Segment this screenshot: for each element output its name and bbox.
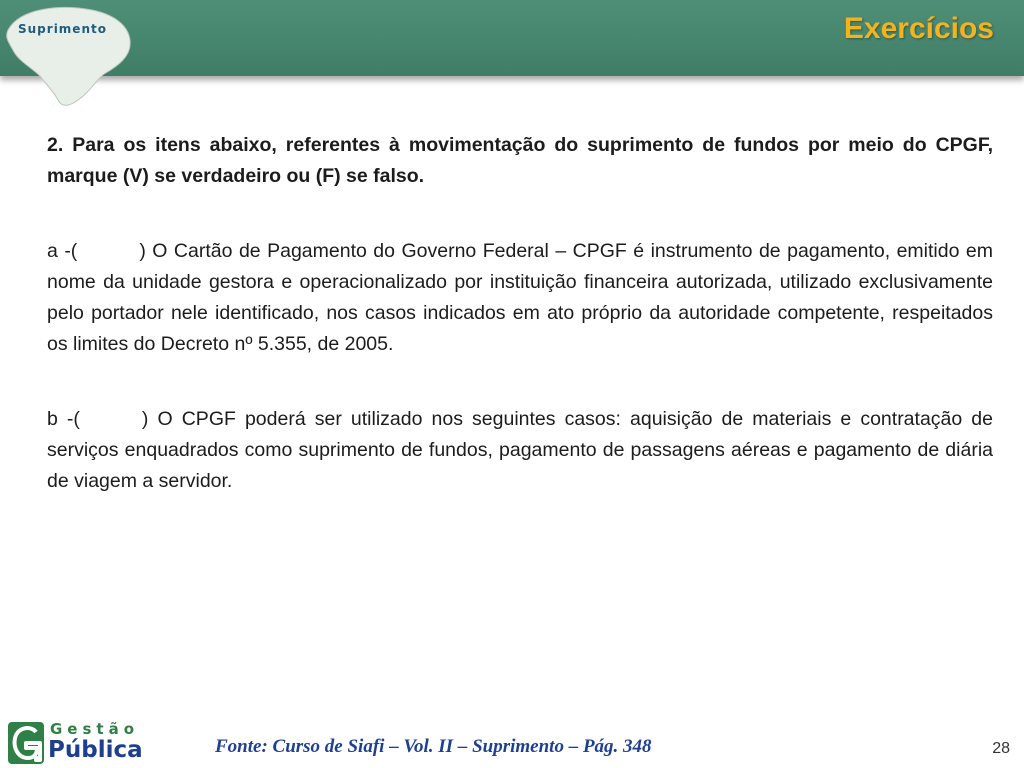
list-item [47, 404, 993, 497]
item-text: O Cartão de Pagamento do Governo Federal – CPGF é instrumento de pagamento, emitido em nome da unidade gestora e operacionalizado por instituição financeira autorizada, utilizado exclusivamente pelo portador nele identificado, nos casos indicados em ato próprio da autoridade competente, respeitados os limites do Decreto nº 5.355, de 2005. [47, 240, 994, 355]
g-logo-icon [6, 718, 46, 766]
item-close: ) [139, 240, 146, 262]
item-prefix: b -( [47, 408, 80, 430]
item-text: O CPGF poderá ser utilizado nos seguintes casos: aquisição de materiais e contratação de serviços enquadrados como suprimento de fundos, pagamento de passagens aéreas e pagamento de diária de viagem a servidor. [47, 408, 993, 492]
item-prefix: a -( [47, 240, 78, 262]
logo-publica: Pública [48, 737, 143, 763]
logo-gestao: Gestão [50, 720, 140, 738]
question-text: 2. Para os itens abaixo, referentes à movimentação do suprimento de fundos por meio do CPGF, marque (V) se verdadeiro ou (F) se falso. [47, 134, 993, 187]
list-item [47, 236, 993, 360]
page-number: 28 [992, 740, 1010, 757]
logo-text: Suprimento [18, 22, 107, 36]
brazil-map-icon [0, 0, 140, 120]
suprimento-logo [0, 0, 140, 120]
item-close: ) [141, 408, 149, 430]
exercise-content [47, 130, 993, 541]
source-citation: Fonte: Curso de Siafi – Vol. II – Suprimento – Pág. 348 [215, 736, 652, 757]
slide-title: Exercícios [843, 12, 994, 45]
gestao-publica-logo [6, 718, 143, 766]
